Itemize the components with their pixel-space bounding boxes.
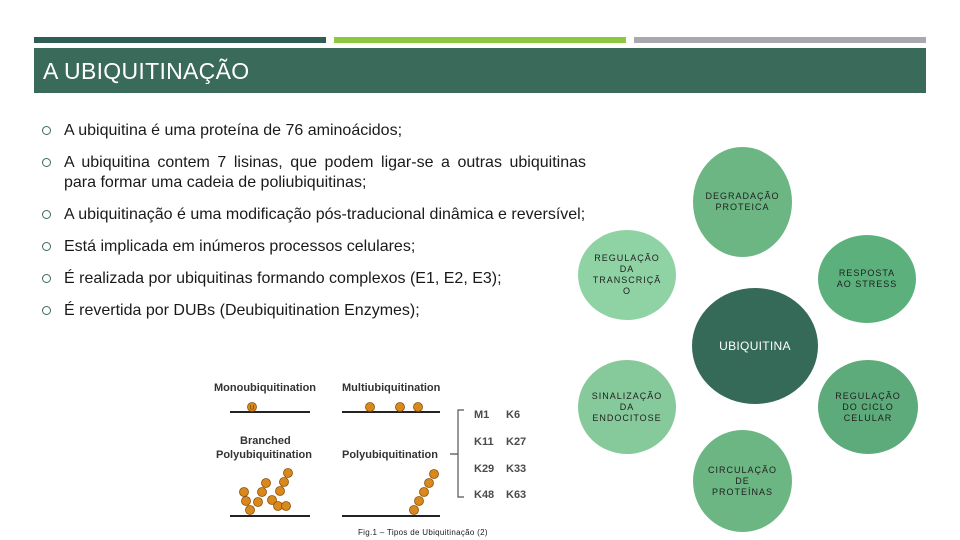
bullet-circle-icon [42,126,51,135]
circle-label-line: SINALIZAÇÃO [591,390,663,401]
linkage-label: M1 [474,409,490,421]
circle-label-line: DEGRADAÇÃO [705,191,780,201]
branched-chain [240,469,293,515]
ubiquitin-icon [415,497,424,506]
circle-label-line: PROTEICA [715,202,770,212]
ubiquitin-icon [396,403,405,412]
circle-label-line: PROTEÍNAS [711,486,773,497]
bullet-text: A ubiquitina é uma proteína de 76 aminoácidos; [64,122,403,139]
bullet-text: A ubiquitina contem 7 lisinas, que podem ligar-se a outras ubiquitinas para formar uma cadeia de poliubiquitinas; [64,154,586,191]
bullet-item [40,121,586,141]
poly-chain [410,470,439,515]
ubiquitin-icon [410,506,419,515]
circle-regulacao-transcricao [578,230,676,320]
bullet-item [40,237,586,257]
ubiquitin-icon [282,502,291,511]
bullet-text: Está implicada em inúmeros processos celulares; [64,238,416,255]
label-branched-1: Branched [240,435,291,447]
bullet-item [40,205,586,225]
accent-bar-gray [634,37,926,43]
circle-label-line: RESPOSTA [838,268,896,278]
accent-bar-dark [34,37,326,43]
circle-label-line: DO CICLO [842,401,894,412]
circle-label-line: DA [619,401,635,412]
linkage-label: K33 [506,463,527,475]
linkage-bracket [458,410,464,497]
circle-regulacao-ciclo [818,360,918,454]
label-mono: Monoubiquitination [214,382,317,394]
circle-label-line: TRANSCRIÇÃ [592,275,662,285]
bullet-circle-icon [42,274,51,283]
title-band [34,48,926,93]
ubiquitin-icon [262,479,271,488]
label-poly: Polyubiquitination [342,449,438,461]
circle-degradacao-proteica [693,147,792,257]
ubiquitin-icon [246,506,255,515]
ubiquitin-icon [425,479,434,488]
circle-label-line: CELULAR [843,412,893,423]
bullet-item [40,301,586,321]
ubiquitin-icon [280,478,289,487]
ub-letter: U [249,405,255,412]
figure-caption: Fig.1 – Tipos de Ubiquitinação (2) [358,528,488,537]
bullet-text: A ubiquitinação é uma modificação pós-traducional dinâmica e reversível; [64,206,586,223]
linkage-label: K48 [474,489,495,501]
circle-sinalizacao-endocitose [578,360,676,454]
ubiquitin-icon [276,487,285,496]
circle-circulacao-proteinas [693,430,792,532]
page-title: A UBIQUITINAÇÃO [43,58,250,84]
bullet-text: É revertida por DUBs (Deubiquitination Enzymes); [64,302,420,319]
circle-label-line: ENDOCITOSE [592,412,662,423]
accent-bar-green [334,37,626,43]
bullet-item [40,269,586,289]
ubiquitin-icon [366,403,375,412]
circle-label-line: REGULAÇÃO [594,253,660,263]
linkage-label: K6 [506,409,521,421]
linkage-label: K11 [474,436,494,448]
label-multi: Multiubiquitination [342,382,441,394]
ubiquitin-icon [240,488,249,497]
circle-label-line: CIRCULAÇÃO [707,464,777,475]
ubiquitin-icon [430,470,439,479]
ubiquitin-icon [284,469,293,478]
ubiquitin-icon [258,488,267,497]
bullet-text: É realizada por ubiquitinas formando complexos (E1, E2, E3); [64,270,502,287]
bullet-item [40,153,586,193]
bullet-circle-icon [42,210,51,219]
center-label: UBIQUITINA [719,338,791,353]
linkage-label: K27 [506,436,527,448]
circle-label-line: DE [735,475,750,486]
ubiquitination-types-figure [210,374,550,534]
circle-label-line: DA [619,264,635,274]
ubiquitin-icon [254,498,263,507]
bullet-list [40,121,586,321]
bullet-circle-icon [42,242,51,251]
ubiquitin-icon [242,497,251,506]
ubiquitin-icon [420,488,429,497]
bullet-circle-icon [42,158,51,167]
bullet-circle-icon [42,306,51,315]
circle-label-line: O [622,286,631,296]
circle-label-line: AO STRESS [836,279,898,289]
circle-label-line: REGULAÇÃO [835,390,901,401]
ubiquitin-icon [414,403,423,412]
label-branched-2: Polyubiquitination [216,449,312,461]
linkage-label: K63 [506,489,527,501]
circle-resposta-stress [818,235,916,323]
circle-ubiquitina-center [692,288,818,404]
linkage-label: K29 [474,463,495,475]
